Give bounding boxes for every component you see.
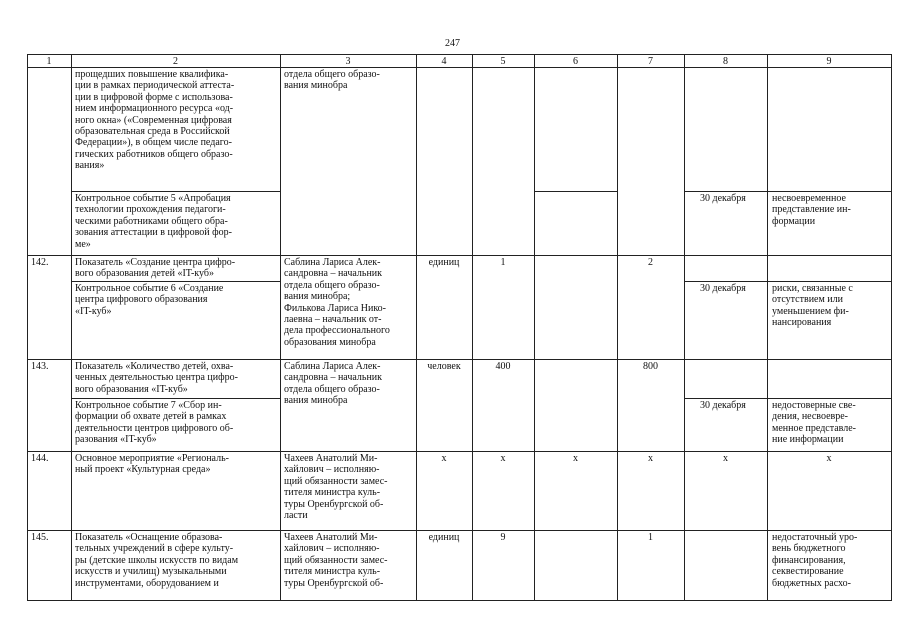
cell-value: 400 [495,361,511,372]
cell-unit: человек [427,361,461,372]
rule [71,54,72,601]
rule [27,530,891,531]
cell-indicator: Показатель «Оснащение образова- тельных учреждений в сфере культу- ры (детские школы искусств по видам искусств и училищ) музыкальными инструментами, оборудованием и [75,532,239,589]
cell-risk: несвоевременное представление ин- формации [772,193,851,227]
cell-deadline: 30 декабря [700,283,746,294]
rule [27,67,891,68]
cell-row-number: 144. [31,453,49,464]
cell-control-event-7: Контрольное событие 7 «Сбор ин- формации об охвате детей в рамках деятельности центров цифрового об- разования «IT-куб» [75,400,234,446]
column-header: 8 [723,56,728,67]
rule [767,54,768,601]
cell-row-number: 143. [31,361,49,372]
rule [27,54,891,55]
column-header: 2 [173,56,178,67]
cell-deadline: 30 декабря [700,400,746,411]
rule [534,191,617,192]
rule [27,451,891,452]
column-header: 7 [648,56,653,67]
page-number: 247 [445,38,460,49]
cell-indicator: Основное мероприятие «Региональ- ный проект «Культурная среда» [75,453,229,476]
cell-indicator: Показатель «Создание центра цифро- вого образования детей «IT-куб» [75,257,236,280]
rule [684,191,891,192]
column-header: 1 [46,56,52,67]
rule [534,54,535,601]
column-header: 4 [441,56,447,67]
rule [27,359,891,360]
cell-responsible: Саблина Лариса Алек- сандровна – начальник отдела общего образо- вания минобра; Филькова Лариса Нико- лаевна – начальник от- дела профессионального образования минобра [284,257,390,348]
cell-deadline: 30 декабря [700,193,746,204]
cell-x: x [648,453,653,464]
cell-indicator: Показатель «Количество детей, охва- ченных деятельностью центра цифро- вого образования «IT-куб» [75,361,238,395]
rule [684,398,891,399]
cell-x: x [723,453,728,464]
column-header: 3 [345,56,351,67]
rule [617,54,618,601]
cell-row-number: 142. [31,257,49,268]
rule [472,54,473,601]
cell-unit: единиц [428,257,460,268]
cell-value: 1 [648,532,653,543]
cell-value: 800 [643,361,658,372]
cell-risk: риски, связанные с отсутствием или уменьшением фи- нансирования [772,283,853,329]
cell-indicator-continued: прощедших повышение квалифика- ции в рамках периодической аттеста- ции в цифровой форме с использова- нием информационного ресурса «од- ного окна» («Современная цифровая образовательная среда в Российской Федерации»), в общем числе педаго- гических работников общего образо- вания» [75,69,235,172]
column-header: 9 [826,56,832,67]
cell-row-number: 145. [31,532,49,543]
column-header: 6 [573,56,578,67]
column-header: 5 [500,56,506,67]
rule [71,398,280,399]
rule [71,191,280,192]
cell-x: x [826,453,832,464]
cell-value: 9 [500,532,506,543]
rule [27,255,891,256]
rule [684,281,891,282]
cell-responsible: Чахеев Анатолий Ми- хайлович – исполняю- щий обязанности замес- тителя министра куль- туры Оренбургской об- ласти [284,453,388,522]
rule [27,600,891,601]
rule [280,54,281,601]
cell-responsible-continued: отдела общего образо- вания минобра [284,69,380,92]
cell-risk: недостоверные све- дения, несвоевре- менное представле- ние информации [772,400,856,446]
cell-risk: недостаточный уро- вень бюджетного финансирования, секвестирование бюджетных расхо- [772,532,858,589]
cell-responsible: Саблина Лариса Алек- сандровна – начальник отдела общего образо- вания минобра [284,361,383,407]
rule [416,54,417,601]
cell-control-event-5: Контрольное событие 5 «Апробация технологии прохождения педагоги- ческими работниками общего обра- зования аттестации в цифровой фор- ме» [75,193,232,250]
cell-responsible: Чахеев Анатолий Ми- хайлович – исполняю- щий обязанности замес- тителя министра куль- туры Оренбургской об- [284,532,388,589]
cell-unit: единиц [428,532,460,543]
cell-value: 2 [648,257,653,268]
rule [27,54,28,601]
rule [891,54,892,601]
cell-x: x [500,453,506,464]
cell-control-event-6: Контрольное событие 6 «Создание центра цифрового образования «IT-куб» [75,283,224,317]
cell-value: 1 [500,257,506,268]
rule [684,54,685,601]
rule [71,281,280,282]
cell-x: x [573,453,578,464]
cell-x: x [441,453,447,464]
